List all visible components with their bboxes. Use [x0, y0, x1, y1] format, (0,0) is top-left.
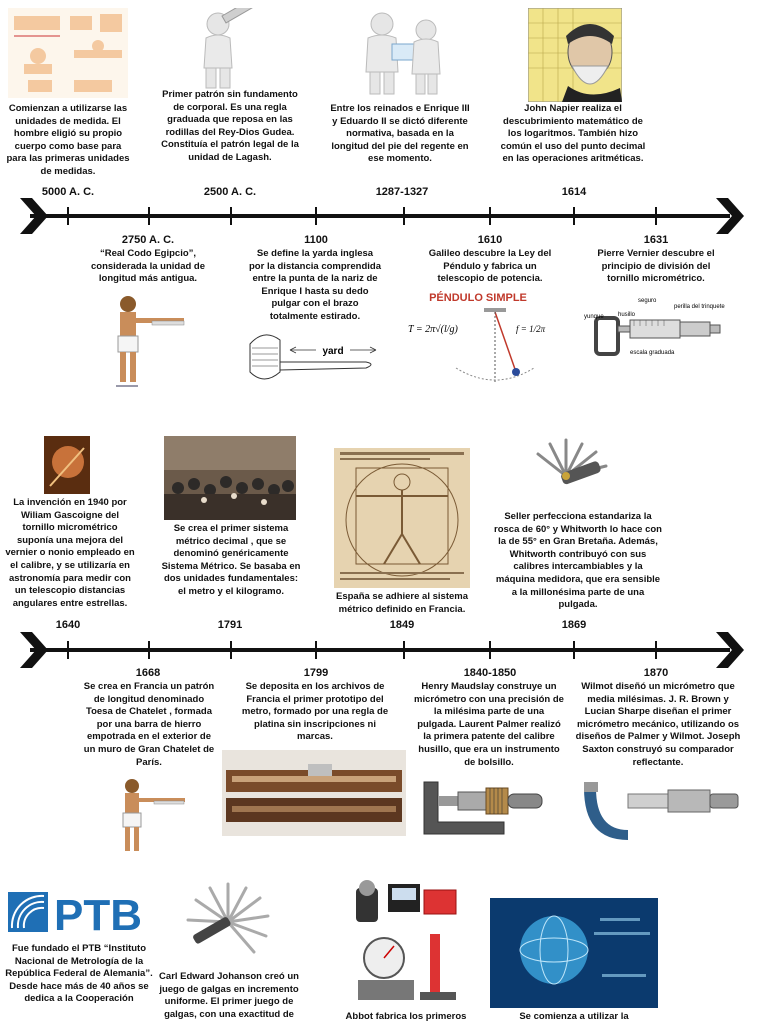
event-text: Se crea el primer sistema métrico decimal , que se denominó genéricamente Sistema Métrico. Se basaba en dos unidades fundamentales: el metro y el kilogramo. [161, 523, 301, 597]
year-label: 1610 [477, 234, 503, 246]
caliper-label: perilla del trinquete [674, 304, 725, 310]
egyptian-figure [108, 290, 192, 390]
year-label: 5000 A. C. [41, 186, 95, 198]
yard-label: yard [322, 346, 344, 357]
timeline-tick [315, 641, 317, 659]
body-measure-illustration [8, 8, 128, 98]
modern-micrometer [576, 774, 744, 846]
event-text: Se define la yarda inglesa por la distancia comprendida entre la punta de la nariz de Enrique I hasta su dedo pulgar con el brazo totalmente estirado. [249, 248, 381, 322]
mid-below-text-1 [80, 681, 218, 769]
ptb-logo-text: PTB [54, 891, 142, 940]
event-text: “Real Codo Egipcio”, considerada la unidad de longitud más antigua. [90, 248, 206, 285]
timeline-line [30, 648, 730, 652]
napier-portrait [528, 8, 622, 102]
vernier-caliper [582, 288, 728, 370]
top-above-text-2 [156, 89, 304, 165]
caliper-label: seguro [638, 298, 657, 304]
timeline-tick [403, 641, 405, 659]
year-label: 1614 [561, 186, 587, 198]
year-label: 1840-1850 [463, 667, 517, 679]
timeline-tick [573, 641, 575, 659]
ptb-logo [4, 884, 154, 940]
bottom-text-1 [2, 943, 156, 1006]
meter-prototype-box [222, 750, 406, 836]
mid-above-text-4 [494, 511, 662, 612]
event-text: Seller perfecciona estandariza la rosca de 60° y Whitworth lo hace con la de 55° en Gran Bretaña. Además, Whitworth contribuyó con sus calibres intercambiables y la máquina medidora, que era sensible a la millonésima parte de una pulgada. [494, 511, 662, 611]
event-text: Wilmot diseñó un micrómetro que media milésimas. J. R. Brown y Lucian Sharpe diseñan el primer micrómetro mecánico, utilizando os diseños de Palmer y Wilmot. Joseph Saxton construyó su comparador reflectante. [575, 681, 741, 768]
two-figures-illustration [360, 8, 450, 98]
event-text: Pierre Vernier descubre el principio de división del tornillo micrométrico. [597, 248, 715, 285]
mid-above-text-3 [330, 591, 474, 616]
egyptian-figure [112, 774, 196, 854]
mid-above-text-1 [4, 497, 136, 610]
chevron-right-icon [716, 198, 744, 234]
event-text: Primer patrón sin fundamento de corporal. Es una regla graduada que reposa en las rodillas del Rey-Dios Gudea. Constituía el patrón legal de la unidad de Lagash. [161, 89, 299, 163]
bottom-text-3 [334, 1011, 478, 1024]
svg-text:f = 1/2π: f = 1/2π [516, 324, 546, 334]
gascoigne-image [44, 436, 90, 494]
bottom-text-4 [490, 1011, 658, 1024]
year-label: 1870 [643, 667, 669, 679]
event-text: Se comienza a utilizar la [519, 1011, 629, 1022]
event-text: Comienzan a utilizarse las unidades de medida. El hombre eligió su propio cuerpo como base para para las primeras unidades de medidas. [6, 103, 130, 177]
top-below-text-1 [84, 248, 212, 286]
bottom-text-2 [158, 971, 300, 1021]
year-label: 2750 A. C. [121, 234, 175, 246]
timeline-tick [315, 207, 317, 225]
event-text: Abbot fabrica los primeros [345, 1011, 467, 1022]
event-text: Carl Edward Johanson creó un juego de galgas en incremento uniforme. El primer juego de galgas, con una exactitud de [159, 971, 299, 1020]
digital-globe [490, 898, 658, 1008]
top-above-text-1 [4, 103, 132, 179]
timeline-line [30, 214, 730, 218]
measuring-instruments [354, 880, 460, 1004]
timeline-tick [655, 207, 657, 225]
mid-below-text-3 [414, 681, 564, 769]
event-text: Entre los reinados e Enrique III y Eduardo II se dictó diferente normativa, basada en la longitud del pie del regente en ese momento. [330, 103, 470, 165]
top-above-text-4 [500, 103, 646, 166]
event-text: Se deposita en los archivos de Francia el primer prototipo del metro, formado por una regla de platina sin inscripciones ni marcas. [241, 681, 389, 743]
timeline-tick [403, 207, 405, 225]
feeler-gauges [184, 880, 274, 964]
event-text: Henry Maudslay construye un micrómetro con una precisión de la milésima parte de una pulgada. Laurent Palmer realizó la primera patente del calibre husillo, que era un instrumento de bolsillo. [414, 681, 564, 768]
event-text: Se crea en Francia un patrón de longitud denominado Toesa de Chatelet , formada por una barra de hierro empotrada en el exterior de un muro de Gran Chatelet de París. [83, 681, 215, 768]
timeline-tick [489, 641, 491, 659]
year-label: 2500 A. C. [203, 186, 257, 198]
top-below-text-3 [428, 248, 552, 286]
event-text: John Napier realiza el descubrimiento matemático de los logaritmos. También hizo común el uso del punto decimal en las operaciones aritméticas. [500, 103, 646, 165]
top-below-text-4 [588, 248, 724, 286]
figure-with-ruler [192, 8, 264, 90]
maudslay-micrometer [414, 774, 546, 838]
timeline-tick [148, 207, 150, 225]
caliper-label: yunque [584, 314, 604, 320]
year-label: 1100 [304, 234, 328, 246]
mid-above-text-2 [160, 523, 302, 599]
year-label: 1631 [643, 234, 669, 246]
chevron-left-icon [20, 198, 48, 234]
event-text: Galileo descubre la Ley del Péndulo y fabrica un telescopio de potencia. [428, 248, 552, 285]
caliper-label: escala graduada [630, 350, 675, 356]
yard-illustration [246, 328, 382, 390]
top-below-text-2 [248, 248, 382, 324]
year-label: 1668 [135, 667, 161, 679]
pendulum-diagram [404, 288, 552, 390]
top-above-text-3 [330, 103, 470, 166]
svg-text:T = 2π√(l/g): T = 2π√(l/g) [408, 324, 458, 335]
timeline-tick [489, 207, 491, 225]
year-label: 1849 [389, 619, 415, 631]
chevron-right-icon [716, 632, 744, 668]
year-label: 1869 [561, 619, 587, 631]
year-label: 1287-1327 [375, 186, 429, 198]
vitruvian-man [334, 448, 470, 588]
thread-gauge-fan [530, 436, 620, 502]
year-label: 1640 [55, 619, 81, 631]
event-text: Fue fundado el PTB “Instituto Nacional de Metrología de la República Federal de Alemania”. Desde hace más de 40 años se dedica a la Cooperación [5, 943, 153, 1005]
chevron-left-icon [20, 632, 48, 668]
event-text: España se adhiere al sistema métrico definido en Francia. [335, 591, 469, 615]
revolution-painting [164, 436, 296, 520]
timeline-tick [148, 641, 150, 659]
timeline-tick [573, 207, 575, 225]
timeline-tick [230, 641, 232, 659]
mid-below-text-2 [240, 681, 390, 744]
year-label: 1791 [217, 619, 243, 631]
timeline-tick [67, 641, 69, 659]
pendulum-title: PÉNDULO SIMPLE [429, 292, 527, 304]
event-text: La invención en 1940 por Wiliam Gascoigne del tornillo micrométrico suponía una mejora del vernier o nonio empleado en el calibre, y se utilizaría en astronomía para medir con un telescopio distancias angulares entre estrellas. [5, 497, 135, 609]
timeline-tick [655, 641, 657, 659]
timeline-tick [230, 207, 232, 225]
timeline-tick [67, 207, 69, 225]
mid-below-text-4 [574, 681, 742, 769]
year-label: 1799 [303, 667, 329, 679]
caliper-label: husillo [618, 312, 636, 318]
